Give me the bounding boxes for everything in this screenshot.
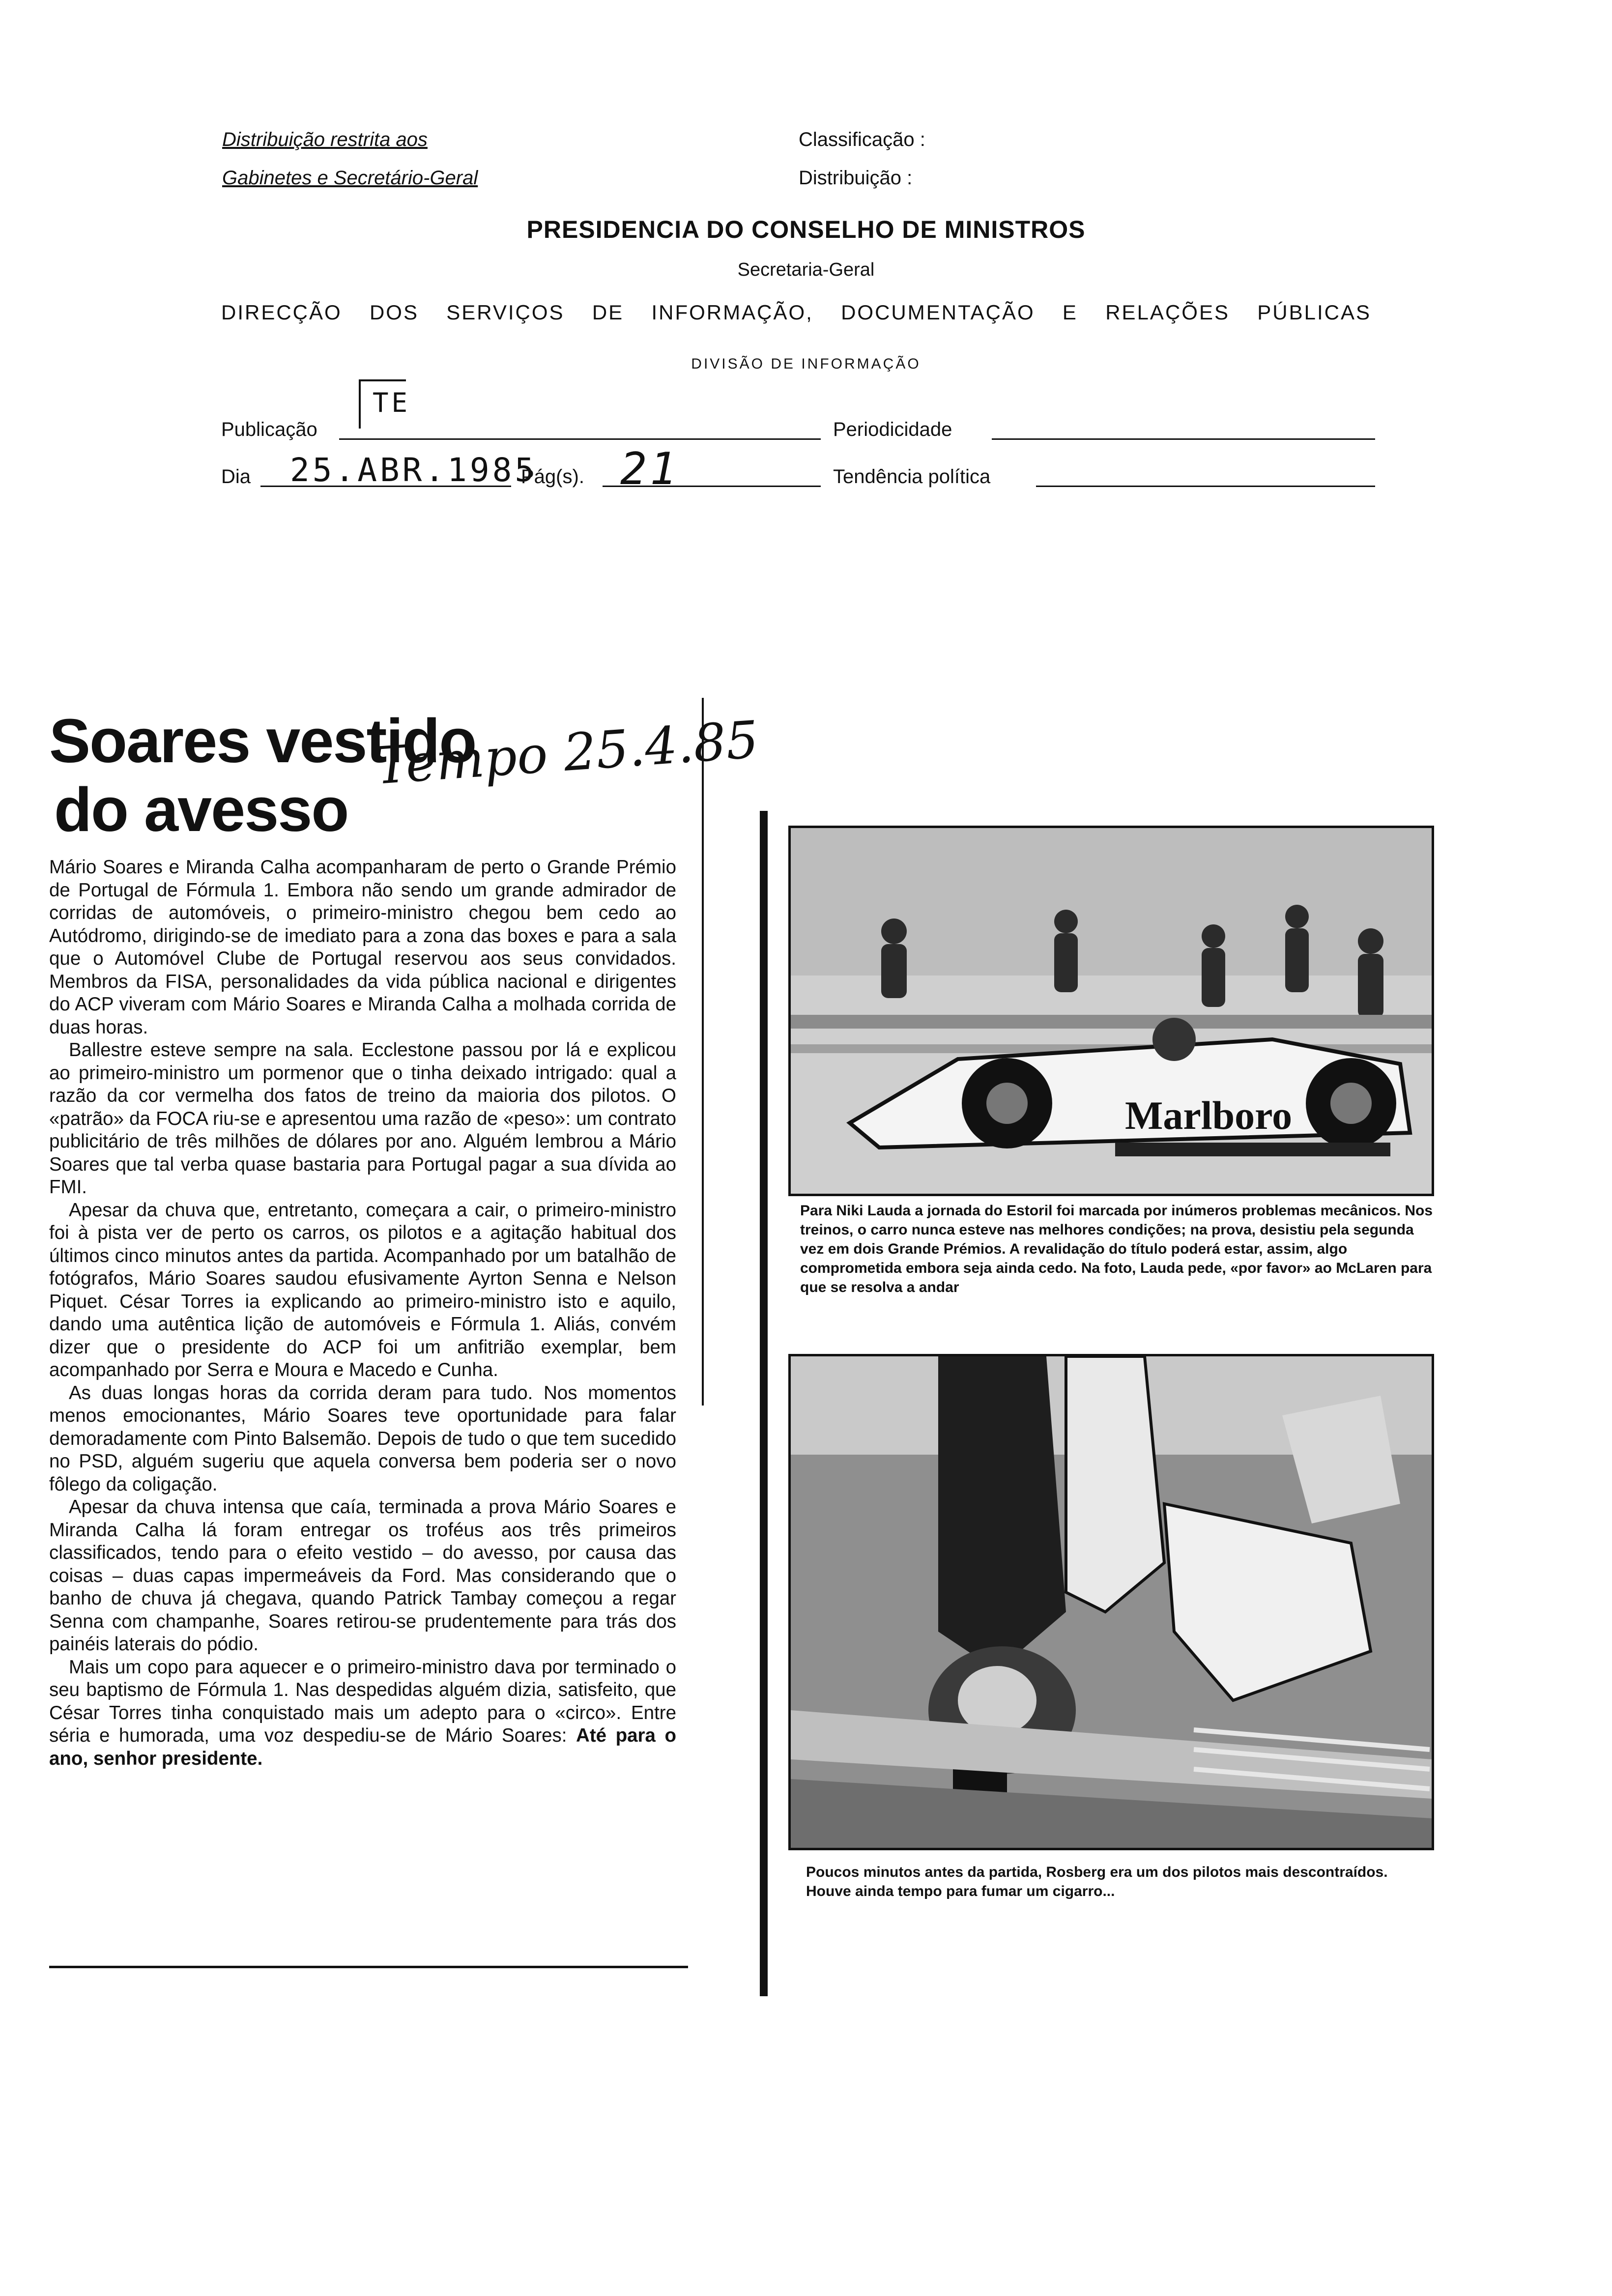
- distribution-restriction-line2: Gabinetes e Secretário-Geral: [222, 167, 478, 189]
- direction-title: DIRECÇÃO DOS SERVIÇOS DE INFORMAÇÃO, DOCUMENTAÇÃO E RELAÇÕES PÚBLICAS: [221, 301, 1371, 324]
- pages-value: 21: [620, 443, 680, 495]
- pages-line: [603, 486, 821, 487]
- article-closing-line: Até para o ano, senhor presidente.: [49, 1725, 676, 1769]
- handwritten-note: Tempo 25.4.85: [374, 709, 761, 796]
- periodicity-label: Periodicidade: [833, 419, 952, 440]
- photo-lauda-image: [791, 828, 1432, 1194]
- photo-lauda: [788, 826, 1434, 1196]
- article-title-line2: do avesso: [54, 775, 348, 844]
- article-paragraph: Mais um copo para aquecer e o primeiro-ministro dava por terminado o seu baptismo de Fórmula 1. Nas despedidas alguém dizia, satisfeito, que César Torres tinha conquistado mais um adepto para o «circo». Entre séria e humorada, uma voz despediu-se de Mário Soares:: [49, 1656, 676, 1746]
- secretariat: Secretaria-Geral: [737, 259, 875, 280]
- distribution-label: Distribuição :: [799, 167, 913, 189]
- article-paragraph: Ballestre esteve sempre na sala. Ecclestone passou por lá e explicou ao primeiro-ministro um pormenor que o tinha deixado intrigado: qual a razão da cor vermelha dos fatos de treino da maioria dos pilotos. O «patrão» da FOCA riu-se e apresentou uma razão de «peso»: um contrato publicitário de três milhões de dólares por ano. Alguém lembrou a Mário Soares que tal verba quase bastaria para Portugal pagar a sua dívida ao FMI.: [49, 1039, 676, 1198]
- periodicity-line: [992, 438, 1375, 440]
- publication-line: [339, 438, 821, 440]
- article-paragraph: As duas longas horas da corrida deram para tudo. Nos momentos menos emocionantes, Mário Soares teve oportunidade para falar demoradamente com Pinto Balsemão. Depois de tudo o que tem sucedido no PSD, alguém sugeriu que aquela conversa bem poderia ser o novo fôlego da coligação.: [49, 1382, 676, 1495]
- photo-rosberg: [788, 1354, 1434, 1850]
- photo-lauda-car-logo: Marlboro: [1125, 1093, 1293, 1138]
- photo-lauda-caption: Para Niki Lauda a jornada do Estoril foi marcada por inúmeros problemas mecânicos. Nos treinos, o carro nunca esteve nas melhores condições; na prova, desistiu pela segunda vez em dois Grande Prémios. A revalidação do título poderá estar, assim, algo comprometida embora seja ainda cedo. Na foto, Lauda pede, «por favor» ao McLaren para que se resolva a andar: [800, 1203, 1433, 1295]
- classification-label: Classificação :: [799, 129, 925, 150]
- day-value: 25.ABR.1985: [290, 451, 538, 489]
- day-line: [260, 486, 511, 487]
- article-title-line1: Soares vestido: [49, 706, 476, 775]
- article-paragraph: Apesar da chuva intensa que caía, terminada a prova Mário Soares e Miranda Calha lá foram entregar os troféus aos três primeiros classificados, tendo para o efeito vestido – do avesso, por causa das coisas – duas capas impermeáveis da Ford. Mas considerando que o banho de chuva já chegava, quando Patrick Tambay começou a regar Senna com champanhe, Soares retirou-se prudentemente para trás dos painéis laterais do pódio.: [49, 1496, 676, 1655]
- column-rule-left: [702, 698, 704, 1406]
- distribution-restriction-line1: Distribuição restrita aos: [222, 129, 428, 150]
- article-paragraph: Mário Soares e Miranda Calha acompanharam de perto o Grande Prémio de Portugal de Fórmula 1. Embora não sendo um grande admirador de corridas de automóveis, o primeiro-ministro chegou bem cedo ao Autódromo, dirigindo-se de imediato para a zona das boxes e para a sala que o Automóvel Clube de Portugal reservou aos seus convidados. Membros da FISA, personalidades da vida pública nacional e dirigentes do ACP viveram com Mário Soares e Miranda Calha a molhada corrida de duas horas.: [49, 857, 676, 1038]
- day-label: Dia: [221, 466, 251, 488]
- division-title: DIVISÃO DE INFORMAÇÃO: [691, 356, 921, 372]
- photo-rosberg-image: [791, 1356, 1432, 1848]
- publication-value: TE: [373, 387, 411, 418]
- photo-rosberg-caption: Poucos minutos antes da partida, Rosberg era um dos pilotos mais descontraídos. Houve ainda tempo para fumar um cigarro...: [806, 1864, 1388, 1899]
- column-rule-right: [760, 811, 768, 1996]
- article-paragraph: Apesar da chuva que, entretanto, começara a cair, o primeiro-ministro foi à pista ver de perto os carros, os pilotos e a agitação habitual dos últimos cinco minutos antes da partida. Acompanhado por um batalhão de fotógrafos, Mário Soares saudou efusivamente Ayrton Senna e Nelson Piquet. César Torres ia explicando ao primeiro-ministro isto e aquilo, dando uma autêntica lição de automóveis e Fórmula 1. Aliás, convém dizer que o presidente do ACP foi um anfitrião exemplar, bem acompanhado por Serra e Moura e Macedo e Cunha.: [49, 1199, 676, 1380]
- article-body: [49, 856, 676, 1770]
- org-title: PRESIDENCIA DO CONSELHO DE MINISTROS: [526, 216, 1086, 243]
- publication-label: Publicação: [221, 419, 317, 440]
- article-end-rule: [49, 1966, 688, 1968]
- pages-label: Pág(s).: [521, 466, 584, 488]
- tendency-label: Tendência política: [833, 466, 991, 488]
- tendency-line: [1036, 486, 1375, 487]
